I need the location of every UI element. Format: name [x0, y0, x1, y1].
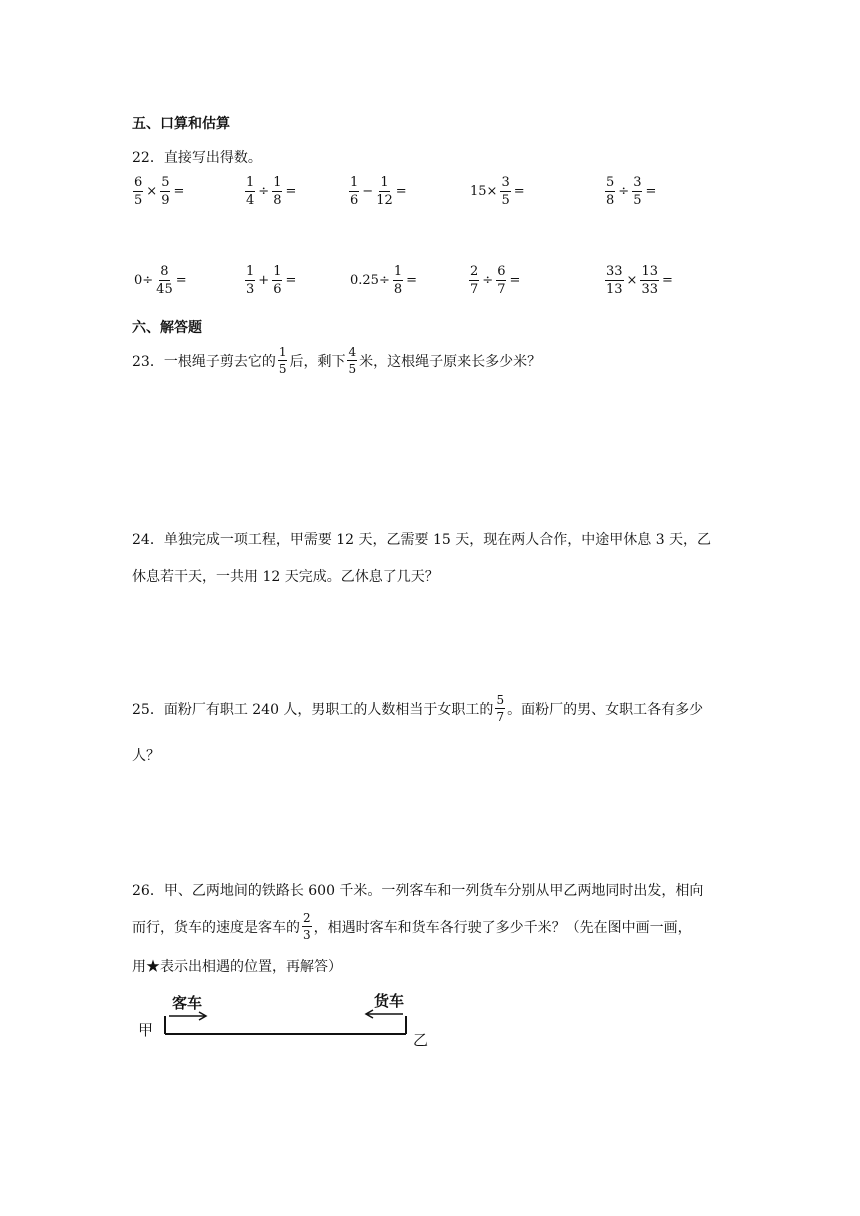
operator: 15× — [470, 184, 498, 199]
operator: = — [395, 184, 407, 199]
q23-text-a: 23．一根绳子剪去它的 — [132, 353, 276, 370]
arith-expression — [132, 176, 186, 207]
freight-arrow-icon — [366, 1010, 403, 1018]
q23-fraction-a: $\frac{1}{5}$ — [278, 345, 287, 376]
operator: = — [285, 273, 297, 288]
operator: = — [175, 273, 187, 288]
q23-fraction-b: $\frac{4}{5}$ — [348, 345, 357, 376]
q26-text-b: ，相遇时客车和货车各行驶了多少千米？（先在图中画一画， — [313, 919, 692, 936]
passenger-arrow-icon — [169, 1012, 206, 1020]
operator: = — [645, 184, 657, 199]
label-freight-train: 货车 — [374, 992, 405, 1010]
section-heading-5: 五、口算和估算 — [132, 116, 230, 132]
arith-expression — [132, 265, 189, 296]
operator: 0.25÷ — [350, 273, 390, 288]
arith-expression — [348, 176, 409, 207]
operator: × — [146, 184, 158, 199]
fraction: $\frac{1}{12}$ — [376, 175, 393, 208]
fraction: $\frac{1}{8}$ — [273, 175, 282, 208]
fraction: $\frac{6}{5}$ — [134, 175, 143, 208]
arith-row-1 — [0, 176, 860, 216]
fraction: $\frac{1}{3}$ — [246, 264, 255, 297]
question-26-line-3: 用★表示出相遇的位置，再解答） — [132, 959, 342, 975]
operator: 0÷ — [134, 273, 154, 288]
label-jia: 甲 — [138, 1021, 154, 1039]
arith-expression — [348, 265, 419, 296]
question-25-line-2: 人？ — [132, 748, 160, 764]
question-23 — [132, 346, 541, 375]
fraction: $\frac{6}{7}$ — [497, 264, 506, 297]
railway-diagram — [125, 985, 445, 1055]
q23-text-c: 米，这根绳子原来长多少米？ — [359, 353, 542, 370]
arith-expression — [244, 265, 298, 296]
operator: + — [258, 273, 270, 288]
arith-expression — [244, 176, 298, 207]
operator: ÷ — [482, 273, 494, 288]
operator: = — [285, 184, 297, 199]
fraction: $\frac{5}{8}$ — [606, 175, 615, 208]
fraction: $\frac{3}{5}$ — [501, 175, 510, 208]
label-passenger-train: 客车 — [172, 994, 203, 1012]
operator: = — [509, 273, 521, 288]
arith-expression — [468, 265, 522, 296]
arith-expression — [604, 265, 675, 296]
operator: × — [626, 273, 638, 288]
fraction: $\frac{8}{45}$ — [156, 264, 173, 297]
operator: − — [362, 184, 374, 199]
question-26-line-2 — [132, 912, 692, 941]
fraction: $\frac{13}{33}$ — [641, 264, 658, 297]
arith-expression — [604, 176, 658, 207]
fraction: $\frac{5}{9}$ — [161, 175, 170, 208]
q26-fraction: $\frac{2}{3}$ — [303, 911, 311, 942]
question-26-line-1: 26．甲、乙两地间的铁路长 600 千米。一列客车和一列货车分别从甲乙两地同时出发，相向 — [132, 883, 704, 899]
q25-text-a: 25．面粉厂有职工 240 人，男职工的人数相当于女职工的 — [132, 701, 494, 718]
q26-text-a: 而行，货车的速度是客车的 — [132, 919, 300, 936]
section-heading-6: 六、解答题 — [132, 320, 202, 336]
operator: = — [662, 273, 673, 288]
question-25-line-1 — [132, 694, 703, 723]
fraction: $\frac{3}{5}$ — [633, 175, 642, 208]
q23-text-b: 后，剩下 — [289, 353, 346, 370]
operator: = — [406, 273, 418, 288]
question-22-prompt: 22．直接写出得数。 — [132, 150, 262, 166]
label-yi: 乙 — [413, 1031, 429, 1049]
fraction: $\frac{1}{6}$ — [350, 175, 359, 208]
operator: = — [173, 184, 185, 199]
q25-text-b: 。面粉厂的男、女职工各有多少 — [507, 701, 704, 718]
fraction: $\frac{1}{6}$ — [273, 264, 282, 297]
arith-expression — [468, 176, 527, 207]
fraction: $\frac{1}{8}$ — [393, 264, 403, 297]
operator: ÷ — [258, 184, 270, 199]
q25-fraction: $\frac{5}{7}$ — [496, 693, 505, 724]
question-24-line-1: 24．单独完成一项工程，甲需要 12 天，乙需要 15 天，现在两人合作，中途甲休息 3 天，乙 — [132, 532, 712, 548]
operator: ÷ — [618, 184, 630, 199]
fraction: $\frac{1}{4}$ — [246, 175, 255, 208]
question-24-line-2: 休息若干天，一共用 12 天完成。乙休息了几天？ — [132, 569, 439, 585]
fraction: $\frac{2}{7}$ — [470, 264, 479, 297]
operator: = — [513, 184, 525, 199]
fraction: $\frac{33}{13}$ — [606, 264, 623, 297]
arith-row-2 — [0, 265, 860, 305]
